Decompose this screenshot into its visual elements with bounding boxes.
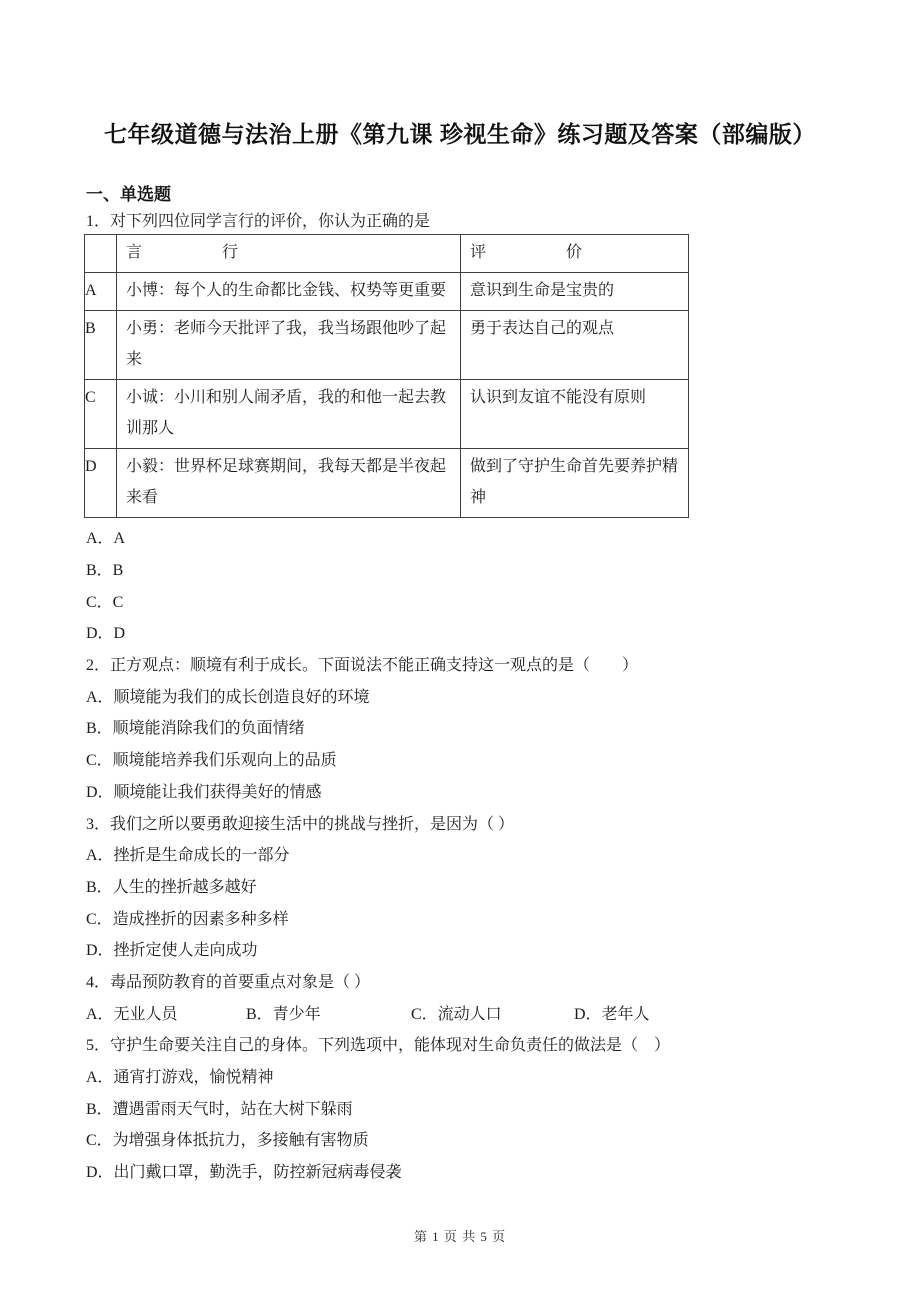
- q2-option-d: D．顺境能让我们获得美好的情感: [86, 783, 322, 801]
- q2-option-a: A．顺境能为我们的成长创造良好的环境: [86, 688, 370, 706]
- table-row-b: [85, 311, 689, 380]
- table-row-d: [85, 449, 689, 518]
- table-header-row: [85, 235, 689, 273]
- q4-option-a: A．无业人员: [86, 1005, 178, 1023]
- row-c-eval: 认识到友谊不能没有原则: [461, 380, 689, 449]
- row-a-label: A: [85, 273, 117, 311]
- row-a-speech: 小博：每个人的生命都比金钱、权势等更重要: [117, 273, 461, 311]
- q1-option-b: B．B: [86, 562, 124, 580]
- q2-option-b: B．顺境能消除我们的负面情绪: [86, 720, 305, 738]
- table-row-a: [85, 273, 689, 311]
- q4-option-d: D．老年人: [574, 1005, 650, 1023]
- row-d-speech: 小毅：世界杯足球赛期间，我每天都是半夜起来看: [117, 449, 461, 518]
- table-header-eval: 评 价: [461, 235, 689, 273]
- question-1-text: 1．对下列四位同学言行的评价，你认为正确的是: [86, 212, 431, 230]
- q1-option-c: C．C: [86, 593, 124, 611]
- row-b-speech: 小勇：老师今天批评了我，我当场跟他吵了起来: [117, 311, 461, 380]
- question-body: [0, 521, 920, 1186]
- question-2-text: 2．正方观点：顺境有利于成长。下面说法不能正确支持这一观点的是（ ）: [86, 657, 639, 675]
- q5-option-b: B．遭遇雷雨天气时，站在大树下躲雨: [86, 1100, 353, 1118]
- question-1-table: [84, 234, 689, 518]
- q5-option-c: C．为增强身体抵抗力，多接触有害物质: [86, 1132, 369, 1150]
- q3-option-a: A．挫折是生命成长的一部分: [86, 847, 290, 865]
- question-4-text: 4．毒品预防教育的首要重点对象是（ ）: [86, 973, 371, 991]
- q5-option-a: A．通宵打游戏，愉悦精神: [86, 1069, 274, 1087]
- q2-option-c: C．顺境能培养我们乐观向上的品质: [86, 752, 337, 770]
- q4-option-b: B．青少年: [246, 1005, 321, 1023]
- q5-option-d: D．出门戴口罩，勤洗手，防控新冠病毒侵袭: [86, 1164, 402, 1182]
- row-d-eval: 做到了守护生命首先要养护精神: [461, 449, 689, 518]
- table-header-corner: [85, 235, 117, 273]
- q3-option-c: C．造成挫折的因素多种多样: [86, 910, 289, 928]
- section-heading: 一、单选题: [86, 185, 171, 204]
- row-b-eval: 勇于表达自己的观点: [461, 311, 689, 380]
- page-number: 第 1 页 共 5 页: [413, 1229, 507, 1244]
- q3-option-b: B．人生的挫折越多越好: [86, 878, 257, 896]
- q4-option-c: C．流动人口: [411, 1005, 502, 1023]
- row-b-label: B: [85, 311, 117, 380]
- question-3-text: 3．我们之所以要勇敢迎接生活中的挑战与挫折，是因为（ ）: [86, 815, 515, 833]
- row-a-eval: 意识到生命是宝贵的: [461, 273, 689, 311]
- row-c-label: C: [85, 380, 117, 449]
- q1-option-d: D．D: [86, 625, 126, 643]
- document-title: 七年级道德与法治上册《第九课 珍视生命》练习题及答案（部编版）: [104, 121, 816, 147]
- row-d-label: D: [85, 449, 117, 518]
- table-header-speech: 言 行: [117, 235, 461, 273]
- question-5-text: 5．守护生命要关注自己的身体。下列选项中，能体现对生命负责任的做法是（ ）: [86, 1037, 671, 1055]
- row-c-speech: 小诚：小川和别人闹矛盾，我的和他一起去教训那人: [117, 380, 461, 449]
- table-row-c: [85, 380, 689, 449]
- q1-option-a: A．A: [86, 530, 126, 548]
- question-4-options-row: [0, 996, 920, 1028]
- q3-option-d: D．挫折定使人走向成功: [86, 942, 258, 960]
